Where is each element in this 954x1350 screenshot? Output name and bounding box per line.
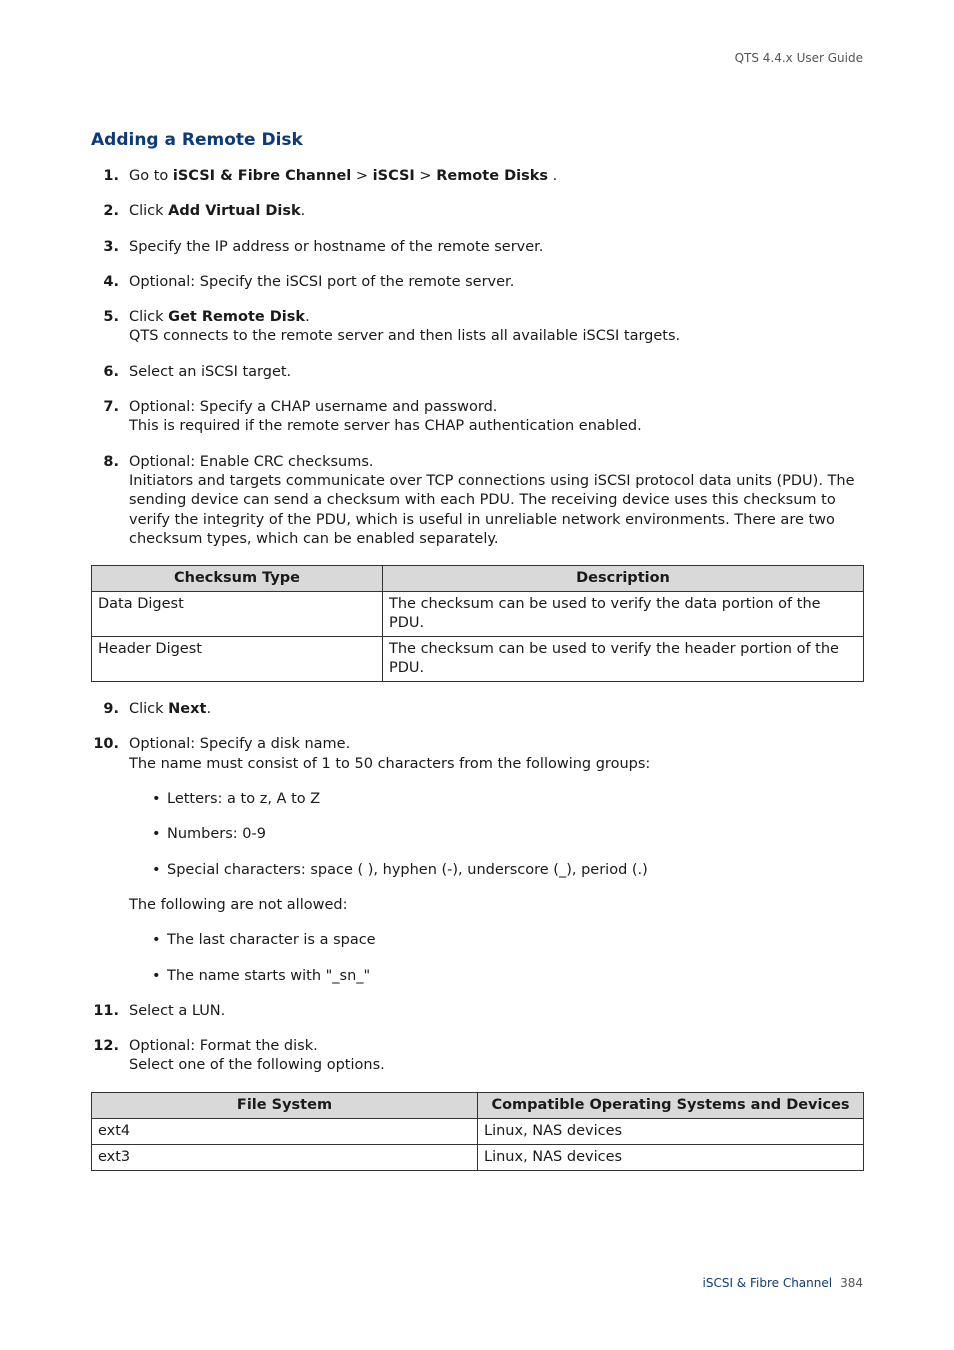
step-note: The name must consist of 1 to 50 characters from the following groups:: [129, 755, 651, 772]
bullet-icon: •: [152, 967, 161, 984]
step-text: .: [206, 701, 212, 718]
step-text: .: [300, 203, 306, 220]
list-item-text: Numbers: 0-9: [167, 826, 266, 843]
step-number: 4.: [103, 273, 119, 290]
table-header-row: [92, 566, 864, 592]
section-title: Adding a Remote Disk: [91, 130, 303, 150]
not-allowed-list: [129, 931, 863, 986]
list-item-text: The last character is a space: [167, 932, 376, 949]
step-body: [129, 735, 863, 985]
step-2: [91, 202, 863, 221]
step-text: Select a LUN.: [129, 1002, 226, 1019]
table-cell: Data Digest: [92, 592, 383, 637]
step-10: [91, 735, 863, 985]
table-row: [92, 1118, 864, 1144]
step-text: Click: [129, 309, 169, 326]
step-body: [129, 700, 863, 719]
table-header-row: [92, 1092, 864, 1118]
step-text: Optional: Enable CRC checksums.: [129, 453, 374, 470]
step-text: Click: [129, 701, 169, 718]
step-text: Optional: Specify a CHAP username and password.: [129, 399, 498, 416]
step-text: Optional: Specify a disk name.: [129, 736, 351, 753]
page-footer: [703, 1276, 864, 1290]
footer-chapter: iSCSI & Fibre Channel: [702, 1276, 833, 1290]
table-cell: Linux, NAS devices: [478, 1144, 864, 1170]
table-cell: ext4: [92, 1118, 478, 1144]
list-item-text: Special characters: space ( ), hyphen (-), underscore (_), period (.): [167, 861, 648, 878]
ui-label-next: Next: [168, 701, 207, 718]
table-row: [92, 592, 864, 637]
step-number: 6.: [103, 363, 119, 380]
column-header: File System: [92, 1092, 478, 1118]
ui-path-remote-disks: Remote Disks: [436, 168, 548, 184]
step-text: Go to: [129, 168, 173, 184]
step-number: 5.: [103, 309, 119, 326]
step-body: [129, 167, 863, 186]
step-note: Select one of the following options.: [129, 1057, 385, 1074]
step-number: 10.: [93, 736, 119, 753]
list-item: [129, 967, 863, 986]
step-4: [91, 273, 863, 292]
step-1: [91, 167, 863, 186]
column-header: Checksum Type: [92, 566, 383, 592]
step-text: Select an iSCSI target.: [129, 363, 292, 380]
column-header: Description: [383, 566, 864, 592]
table-cell: The checksum can be used to verify the data portion of the PDU.: [383, 592, 864, 637]
file-system-table: [91, 1092, 864, 1171]
table-cell: Linux, NAS devices: [478, 1118, 864, 1144]
step-body: [129, 202, 863, 221]
page-header: QTS 4.4.x User Guide: [734, 51, 863, 65]
step-number: 7.: [103, 399, 119, 416]
list-item: [129, 790, 863, 809]
not-allowed-label: The following are not allowed:: [129, 896, 348, 913]
ui-label-get-remote-disk: Get Remote Disk: [168, 309, 306, 326]
step-body: [129, 453, 863, 549]
step-text: Optional: Specify the iSCSI port of the remote server.: [129, 273, 515, 290]
column-header: Compatible Operating Systems and Devices: [478, 1092, 864, 1118]
step-8: [91, 453, 863, 549]
table-cell: Header Digest: [92, 637, 383, 682]
list-item: [129, 931, 863, 950]
path-separator: >: [351, 168, 373, 184]
step-number: 11.: [93, 1002, 119, 1019]
allowed-list: [129, 790, 863, 880]
step-text: .: [548, 168, 558, 184]
step-text: Optional: Format the disk.: [129, 1038, 318, 1055]
step-12: [91, 1037, 863, 1076]
step-number: 9.: [103, 701, 119, 718]
step-number: 1.: [103, 168, 119, 184]
step-9: [91, 700, 863, 719]
step-note: QTS connects to the remote server and then lists all available iSCSI targets.: [129, 328, 681, 345]
table-cell: ext3: [92, 1144, 478, 1170]
list-item: [129, 861, 863, 880]
ui-label-add-virtual-disk: Add Virtual Disk: [168, 203, 301, 220]
step-note: Initiators and targets communicate over TCP connections using iSCSI protocol data units (PDU). The sending device can send a checksum with each PDU. The receiving device uses this checksum to verify the integrity of the PDU, which is useful in unreliable network environments. There are two checksum types, which can be enabled separately.: [129, 472, 855, 547]
list-item-text: Letters: a to z, A to Z: [167, 791, 321, 808]
step-body: [129, 308, 863, 347]
step-11: [91, 1002, 863, 1021]
ui-path-iscsi: iSCSI: [372, 168, 415, 184]
step-3: [91, 238, 863, 257]
step-body: [129, 398, 863, 437]
step-note: This is required if the remote server has CHAP authentication enabled.: [129, 418, 642, 435]
ui-path-iscsi-fibre-channel: iSCSI & Fibre Channel: [172, 168, 352, 184]
step-text: Specify the IP address or hostname of the remote server.: [129, 238, 544, 255]
table-row: [92, 1144, 864, 1170]
path-separator: >: [414, 168, 437, 184]
steps-list: [91, 167, 863, 1189]
bullet-icon: •: [152, 861, 161, 878]
table-cell: The checksum can be used to verify the header portion of the PDU.: [383, 637, 864, 682]
bullet-icon: •: [152, 932, 161, 949]
step-number: 12.: [93, 1038, 119, 1055]
page-number: 384: [840, 1276, 863, 1290]
step-5: [91, 308, 863, 347]
step-body: [129, 1037, 863, 1076]
step-number: 3.: [103, 238, 119, 255]
list-item-text: The name starts with "_sn_": [167, 967, 371, 984]
step-7: [91, 398, 863, 437]
step-number: 8.: [103, 453, 119, 470]
step-text: .: [305, 309, 310, 326]
step-text: Click: [129, 203, 169, 220]
checksum-table: [91, 565, 864, 682]
list-item: [129, 825, 863, 844]
bullet-icon: •: [152, 826, 161, 843]
step-number: 2.: [103, 203, 119, 220]
table-row: [92, 637, 864, 682]
step-6: [91, 363, 863, 382]
bullet-icon: •: [152, 791, 161, 808]
